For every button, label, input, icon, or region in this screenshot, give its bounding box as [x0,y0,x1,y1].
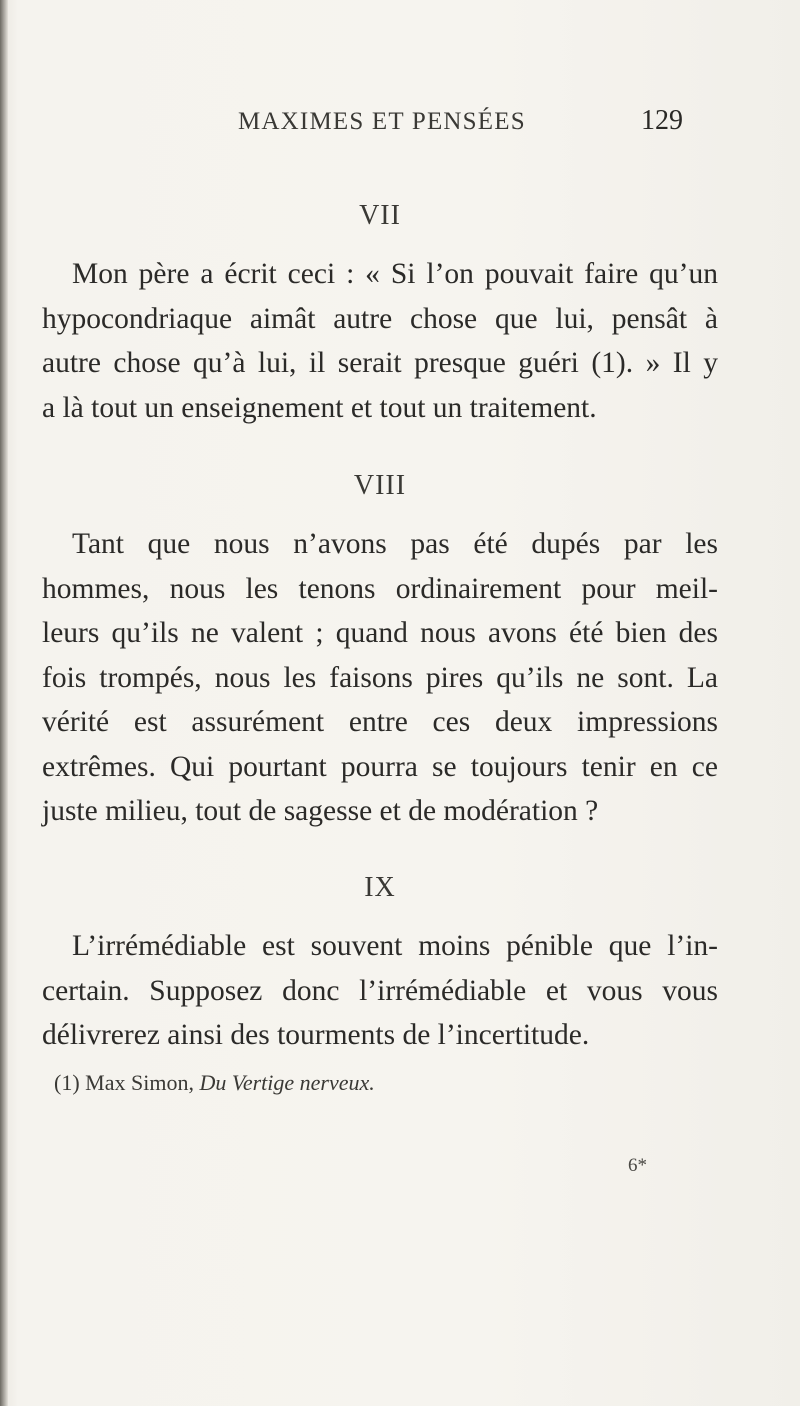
section-numeral: VII [359,200,401,231]
text-line: délivrerez ainsi des tourments de l’incertitude. [42,1019,590,1051]
section-viii [42,470,718,834]
text-line: a là tout un enseignement et tout un traitement. [42,391,597,424]
paragraph [42,252,718,430]
text-line: juste milieu, tout de sagesse et de modération ? [42,795,599,827]
footnote [54,1070,375,1096]
text-line: vérité est assurément entre ces deux impressions [42,706,718,738]
text-line: L’irrémédiable est souvent moins pénible que l’in- [72,930,718,962]
text-line: hommes, nous les tenons ordinairement pour meil- [42,572,718,605]
text-line: hypocondriaque aimât autre chose que lui, pensât à [42,302,718,335]
footnote-marker: (1) [54,1070,80,1095]
page-header [0,105,800,140]
footnote-author: Max Simon, [85,1070,194,1095]
paragraph [42,522,718,834]
signature-mark: 6* [628,1155,647,1176]
text-line: autre chose qu’à lui, il serait presque guéri (1). » Il y [42,347,718,379]
section-ix [42,872,718,1058]
section-numeral: VIII [353,470,407,501]
footnote-title: Du Vertige nerveux. [199,1070,375,1095]
paragraph [42,924,718,1058]
text-line: extrêmes. Qui pourtant pourra se toujours tenir en ce [42,750,718,783]
running-title: MAXIMES ET PENSÉES [238,108,526,135]
text-line: Tant que nous n’avons pas été dupés par les [72,528,718,560]
page-spine-edge [0,0,8,1406]
section-numeral: IX [364,872,396,903]
text-line: certain. Supposez donc l’irrémédiable et vous vous [42,974,718,1007]
section-vii [42,200,718,430]
page-number: 129 [641,105,683,136]
text-line: fois trompés, nous les faisons pires qu’ils ne sont. La [42,661,718,694]
text-line: leurs qu’ils ne valent ; quand nous avons été bien des [42,617,718,649]
text-line: Mon père a écrit ceci : « Si l’on pouvait faire qu’un [72,258,718,290]
